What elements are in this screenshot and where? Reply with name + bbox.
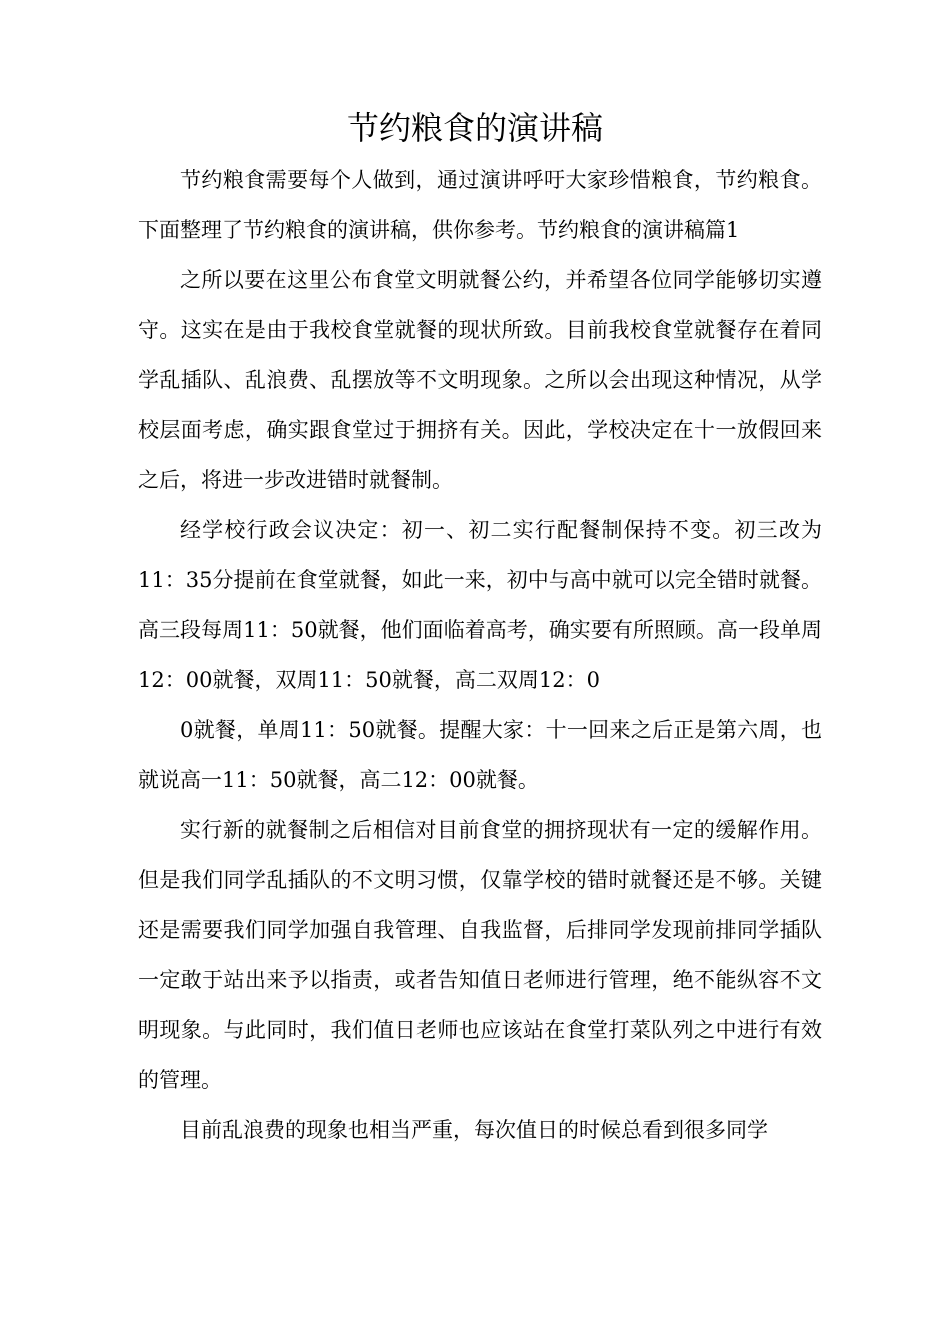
paragraph: 经学校行政会议决定：初一、初二实行配餐制保持不变。初三改为11：35分提前在食堂就餐，如此一来，初中与高中就可以完全错时就餐。高三段每周11：50就餐，他们面临着高考，确实要有所照顾。高一段单周12：00就餐，双周11：50就餐，高二双周12：0	[138, 518, 822, 692]
document-body	[138, 155, 822, 1155]
document-title: 节约粮食的演讲稿	[346, 109, 603, 147]
paragraph: 0就餐，单周11：50就餐。提醒大家：十一回来之后正是第六周，也就说高一11：50就餐，高二12：00就餐。	[138, 718, 822, 792]
paragraph: 实行新的就餐制之后相信对目前食堂的拥挤现状有一定的缓解作用。但是我们同学乱插队的不文明习惯，仅靠学校的错时就餐还是不够。关键还是需要我们同学加强自我管理、自我监督，后排同学发现前排同学插队一定敢于站出来予以指责，或者告知值日老师进行管理，绝不能纵容不文明现象。与此同时，我们值日老师也应该站在食堂打菜队列之中进行有效的管理。	[138, 818, 822, 1092]
paragraph: 节约粮食需要每个人做到，通过演讲呼吁大家珍惜粮食，节约粮食。下面整理了节约粮食的演讲稿，供你参考。节约粮食的演讲稿篇1	[138, 168, 822, 242]
paragraph: 之所以要在这里公布食堂文明就餐公约，并希望各位同学能够切实遵守。这实在是由于我校食堂就餐的现状所致。目前我校食堂就餐存在着同学乱插队、乱浪费、乱摆放等不文明现象。之所以会出现这种情况，从学校层面考虑，确实跟食堂过于拥挤有关。因此，学校决定在十一放假回来之后，将进一步改进错时就餐制。	[138, 268, 822, 492]
paragraph: 目前乱浪费的现象也相当严重，每次值日的时候总看到很多同学	[180, 1118, 768, 1142]
